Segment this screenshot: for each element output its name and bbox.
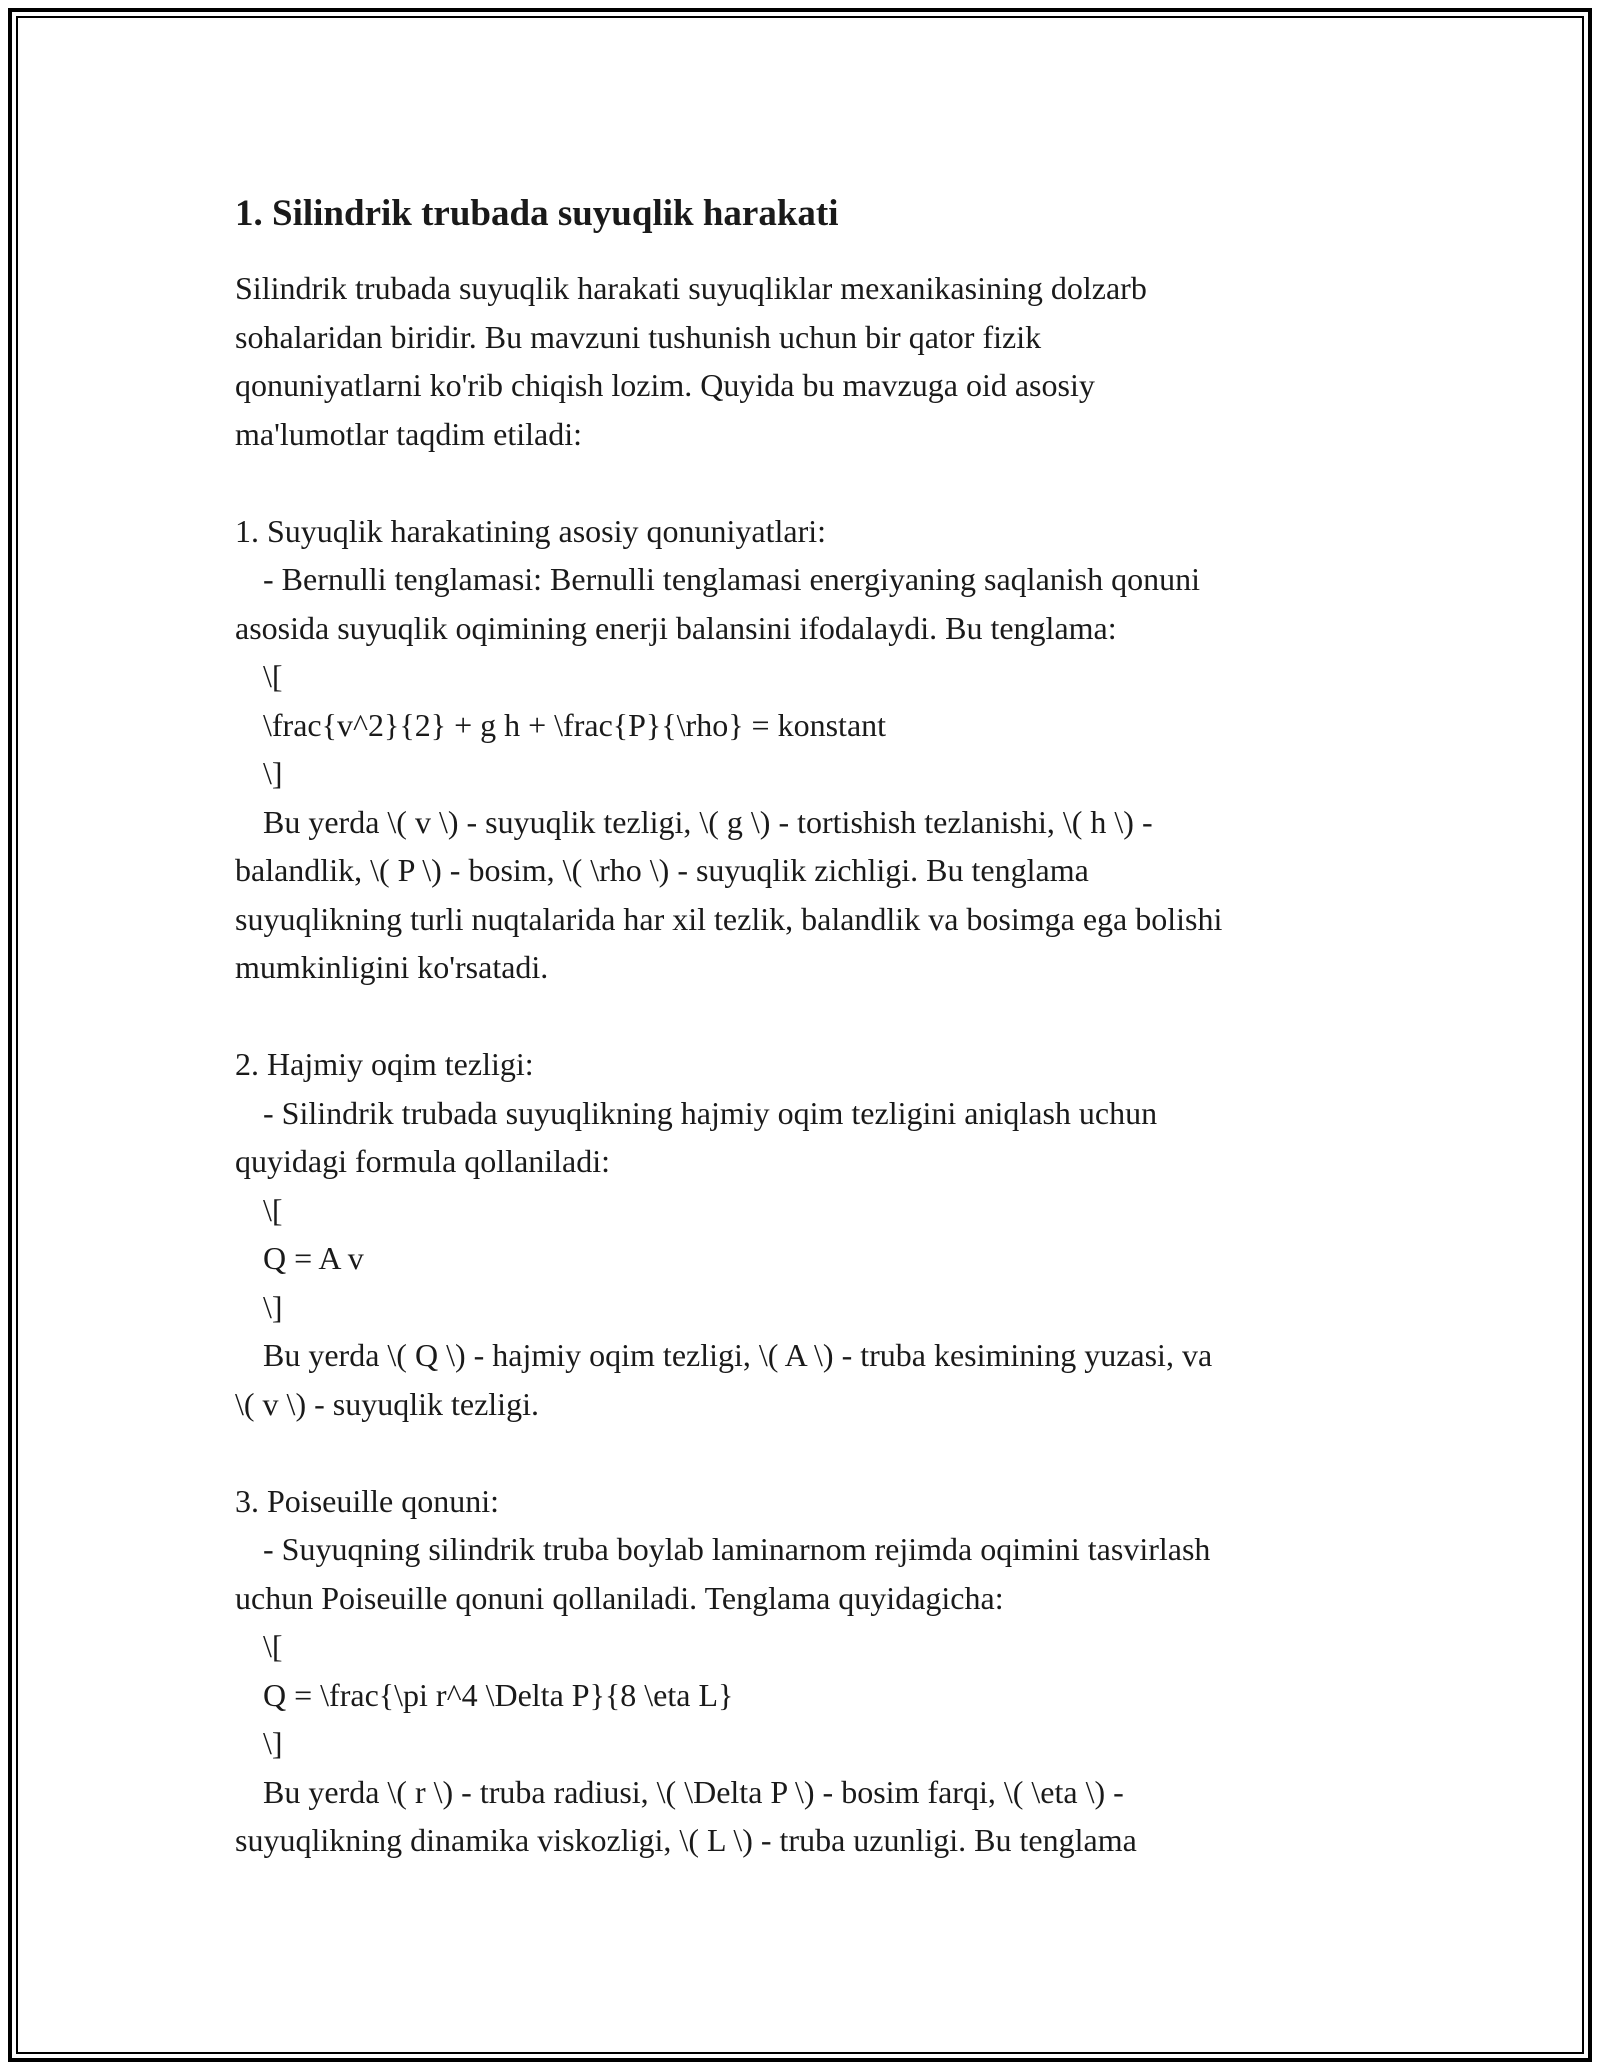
spacer	[235, 992, 1385, 1041]
explanation-text: Bu yerda \( v \) - suyuqlik tezligi, \( g \) - tortishish tezlanishi, \( h \) -	[263, 803, 1153, 840]
bullet-text: - Silindrik trubada suyuqlikning hajmiy oqim tezligini aniqlash uchun	[263, 1094, 1158, 1131]
equation: Q = \frac{\pi r^4 \Delta P}{8 \eta L}	[263, 1676, 734, 1713]
explanation-text: Bu yerda \( Q \) - hajmiy oqim tezligi, \( A \) - truba kesimining yuzasi, va	[263, 1337, 1213, 1373]
equation: Q = A v	[263, 1240, 364, 1276]
intro-paragraph: Silindrik trubada suyuqlik harakati suyuqliklar mexanikasining dolzarb sohalaridan biridir. Bu mavzuni tushunish uchun bir qator fizik qonuniyatlarni ko'rib chiqish lozim. Quyida bu mavzuga oid asosiy ma'lumotlar taqdim etiladi:	[235, 270, 1147, 452]
equation: \frac{v^2}{2} + g h + \frac{P}{\rho} = konstant	[263, 706, 887, 743]
explanation-text-continued: \( v \) - suyuqlik tezligi.	[235, 1385, 539, 1422]
bullet-text: - Bernulli tenglamasi: Bernulli tenglamasi energiyaning saqlanish qonuni	[263, 561, 1200, 597]
section-poiseuille	[235, 1477, 1385, 1865]
section-heading: 1. Silindrik trubada suyuqlik harakati	[235, 193, 839, 234]
spacer	[235, 1428, 1385, 1477]
spacer	[235, 458, 1385, 507]
section-title: 1. Suyuqlik harakatining asosiy qonuniyatlari:	[235, 512, 827, 549]
explanation-text-continued: suyuqlikning dinamika viskozligi, \( L \) - truba uzunligi. Bu tenglama	[235, 1822, 1137, 1858]
equation-close: \]	[263, 1725, 283, 1761]
bullet-text-continued: asosida suyuqlik oqimining enerji balansini ifodalaydi. Bu tenglama:	[235, 609, 1117, 646]
bullet-text-continued: quyidagi formula qollaniladi:	[235, 1143, 611, 1179]
equation-close: \]	[263, 1288, 283, 1325]
equation-open: \[	[263, 658, 283, 694]
section-title: 2. Hajmiy oqim tezligi:	[235, 1046, 534, 1082]
bullet-text: - Suyuqning silindrik truba boylab laminarnom rejimda oqimini tasvirlash	[263, 1531, 1211, 1567]
equation-open: \[	[263, 1628, 283, 1664]
section-volumetric-flow	[235, 1040, 1385, 1428]
equation-open: \[	[263, 1191, 283, 1228]
equation-close: \]	[263, 755, 283, 791]
bullet-text-continued: uchun Poiseuille qonuni qollaniladi. Tenglama quyidagicha:	[235, 1579, 1004, 1616]
section-title: 3. Poiseuille qonuni:	[235, 1482, 499, 1519]
explanation-text: Bu yerda \( r \) - truba radiusi, \( \Delta P \) - bosim farqi, \( \eta \) -	[263, 1773, 1124, 1810]
document-body	[235, 188, 1385, 1865]
section-bernoulli	[235, 507, 1385, 992]
explanation-text-continued: balandlik, \( P \) - bosim, \( \rho \) - suyuqlik zichligi. Bu tenglama suyuqlikning turli nuqtalarida har xil tezlik, balandlik va bosimga ega bolishi mumkinligini ko'rsatadi.	[235, 852, 1223, 985]
